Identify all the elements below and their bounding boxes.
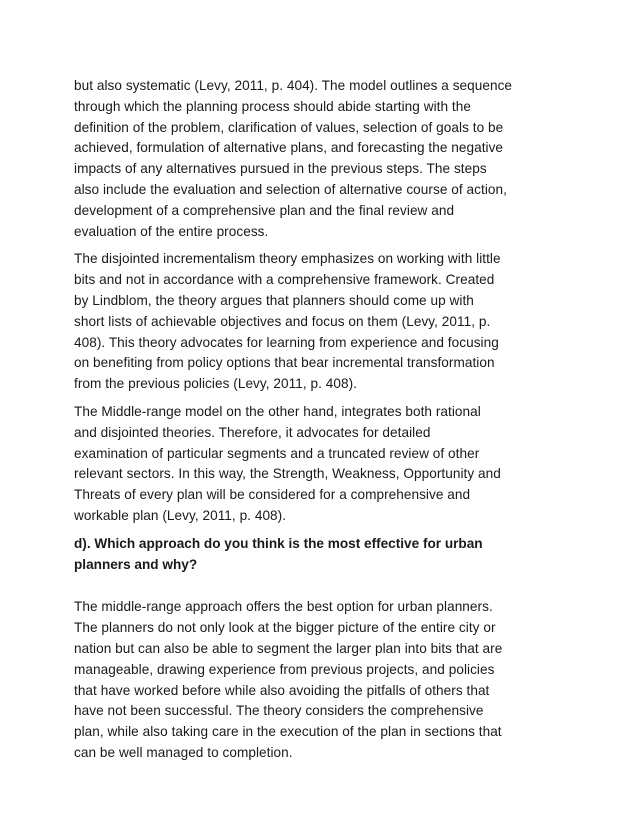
question-heading: d). Which approach do you think is the most effective for urban planners and why? [74,535,483,572]
paragraph-disjointed-incrementalism: The disjointed incrementalism theory emphasizes on working with little bits and not in accordance with a comprehensive framework. Created by Lindblom, the theory argues that planners should come up with short lists of achievable objectives and focus on them (Levy, 2011, p. 408). This theory advocates for learning from experience and focusing on benefiting from policy options that bear incremental transformation from the previous policies (Levy, 2011, p. 408). [74,251,501,392]
paragraph-middle-range-model: The Middle-range model on the other hand, integrates both rational and disjointed theories. Therefore, it advocates for detailed examination of particular segments and a truncated review of other relevant sectors. In this way, the Strength, Weakness, Opportunity and Threats of every plan will be considered for a comprehensive and workable plan (Levy, 2011, p. 408). [74,403,501,523]
paragraph-answer: The middle-range approach offers the best option for urban planners. The planners do not only look at the bigger picture of the entire city or nation but can also be able to segment the larger plan into bits that are manageable, drawing experience from previous projects, and policies that have worked before while also avoiding the pitfalls of others that have not been successful. The theory considers the comprehensive plan, while also taking care in the execution of the plan in sections that can be well managed to completion. [74,599,503,760]
paragraph-rational-model: but also systematic (Levy, 2011, p. 404). The model outlines a sequence through which the planning process should abide starting with the definition of the problem, clarification of values, selection of goals to be achieved, formulation of alternative plans, and forecasting the negative impacts of any alternatives pursued in the previous steps. The steps also include the evaluation and selection of alternative course of action, development of a comprehensive plan and the final review and evaluation of the entire process. [74,78,513,239]
